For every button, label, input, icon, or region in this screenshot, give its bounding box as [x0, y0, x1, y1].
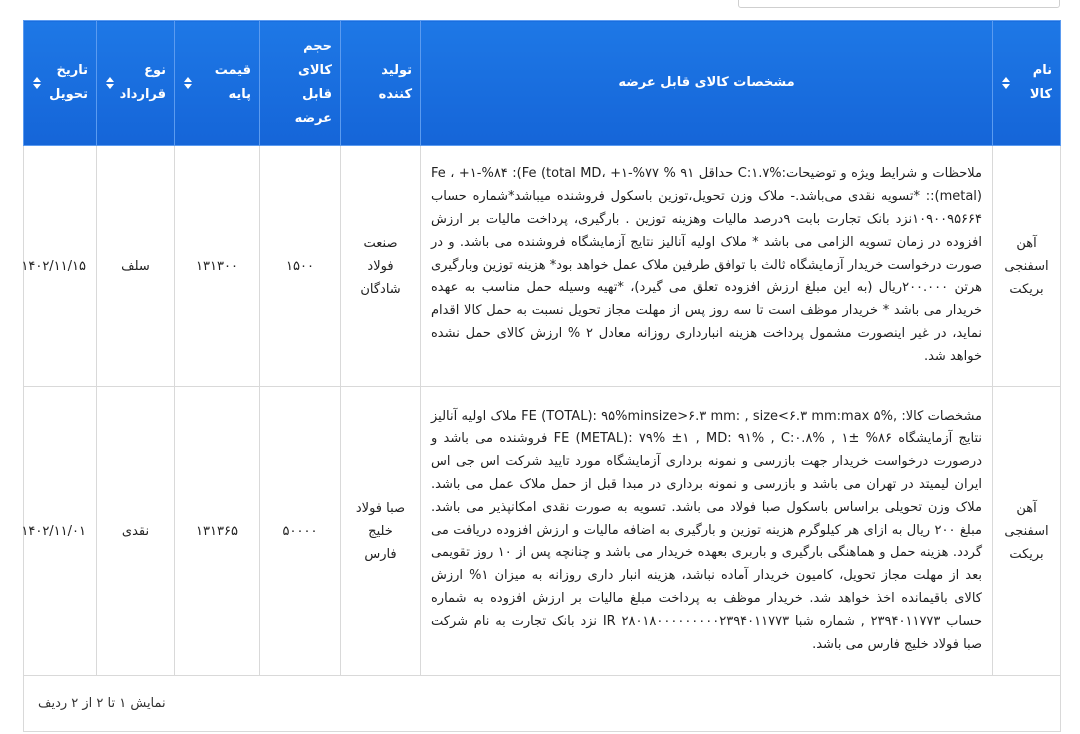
cell-producer: صبا فولاد خلیج فارس: [341, 387, 421, 676]
table-header-row: [24, 21, 1061, 146]
sort-icon[interactable]: [183, 77, 193, 89]
cell-delivery-date: ۱۴۰۲/۱۱/۱۵: [24, 146, 97, 387]
header-label: تاریخ تحویل: [49, 63, 88, 102]
cell-specifications: ملاحظات و شرایط ویژه و توضیحات:C:۱.۷% حداقل ۹۱ % Fe ، +۱-%۸۴ :(Fe (total MD، +۱-%۷۷ :(metal): *تسویه نقدی می‌باشد.- ملاک وزن تحویل،توزین باسکول فروشنده میباشد*شماره حساب ۱۰۹۰۰۹۵۶۶۴نزد بانک تجارت بابت ۹درصد مالیات وهزینه توزین . بارگیری، پرداخت مالیات بر ارزش افزوده در زمان تسویه الزامی می باشد * ملاک اولیه آنالیز نتایج آزمایشگاه فروشنده می باشد. و در صورت درخواست خریدار آزمایشگاه ثالث با توافق طرفین ملاک عمل خواهد بود* هزینه توزین وبارگیری هرتن ۲۰۰.۰۰۰ریال (به این مبلغ ارزش افزوده تعلق می گیرد)، *تهیه وسیله حمل مناسب به عهده خریدار می باشد * خریدار موظف است تا سه روز پس از مهلت مجاز تحویل نسبت به حمل کالا اقدام نماید، در غیر اینصورت مشمول پرداخت هزینه انبارداری روزانه معادل ۲ % ارزش کالای حمل نشده خواهد شد.: [421, 146, 993, 387]
table-footer-row: [24, 676, 1061, 732]
header-contract-type[interactable]: [97, 21, 175, 146]
header-label: تولید کننده: [378, 63, 412, 102]
cell-contract-type: نقدی: [97, 387, 175, 676]
table-footer: [24, 676, 1061, 732]
cell-volume: ۱۵۰۰: [260, 146, 341, 387]
cell-base-price: ۱۳۱۳۰۰: [175, 146, 260, 387]
header-producer: [341, 21, 421, 146]
cell-producer: صنعت فولاد شادگان: [341, 146, 421, 387]
table-row: [24, 146, 1061, 387]
header-volume: [260, 21, 341, 146]
sort-icon[interactable]: [1001, 77, 1011, 89]
search-input[interactable]: [738, 0, 1060, 8]
row-count-summary: نمایش ۱ تا ۲ از ۲ ردیف: [38, 696, 166, 711]
table-row: [24, 387, 1061, 676]
header-specifications: [421, 21, 993, 146]
sort-icon[interactable]: [32, 77, 42, 89]
sort-icon[interactable]: [105, 77, 115, 89]
cell-base-price: ۱۳۱۳۶۵: [175, 387, 260, 676]
cell-commodity-name: آهن اسفنجی بریکت: [993, 387, 1061, 676]
header-label: نوع قرارداد: [119, 63, 166, 102]
header-label: حجم کالای قابل عرضه: [294, 39, 332, 126]
header-label: نام کالا: [1029, 63, 1052, 102]
cell-commodity-name: آهن اسفنجی بریکت: [993, 146, 1061, 387]
cell-contract-type: سلف: [97, 146, 175, 387]
cell-specifications: مشخصات کالا: ,FE (TOTAL): ۹۵%min‪size>۶.۳ mm:‬ , ‪size<۶.۳ mm:max‬ ۵% ملاک اولیه آنالیز نتایج آزمایشگاه ۸۶% ±۱ , FE (METAL): ۷۹% ±۱ , MD: ۹۱% , C:۰.۸% فروشنده می باشد و درصورت درخواست خریدار جهت بازرسی و نمونه برداری آزمایشگاه مورد تایید شرکت اس جی اس ایران لیمیتد در تهران می باشد و بازرسی و نمونه برداری در مبدا قبل از حمل ملاک عمل می باشد. ملاک وزن تحویلی براساس باسکول صبا فولاد می باشد. تسویه به صورت نقدی امکانپذیر می باشد. مبلغ ۲۰۰ ریال به ازای هر کیلوگرم هزینه توزین و بارگیری به اضافه مالیات و ارزش افزوده دریافت می گردد. هزینه حمل و هماهنگی بارگیری و باربری بعهده خریدار می باشد و چنانچه پس از ۱۰ روز تقویمی بعد از مهلت مجاز تحویل، کامیون خریدار آماده نباشد، هزینه انبار داری روزانه به میزان ۱% ارزش کالای باقیمانده اخذ خواهد شد. خریدار موظف به پرداخت مبلغ مالیات بر ارزش افزوده به شماره حساب ۲۳۹۴۰۱۱۷۷۳ , شماره شبا IR ۲۸۰۱۸۰۰۰۰۰۰۰۰۰۲۳۹۴۰۱۱۷۷۳ نزد بانک تجارت به نام شرکت صبا فولاد خلیج فارس می باشد.: [421, 387, 993, 676]
header-label: قیمت پایه: [214, 63, 251, 102]
commodity-table: [23, 20, 1061, 732]
cell-delivery-date: ۱۴۰۲/۱۱/۰۱: [24, 387, 97, 676]
header-delivery-date[interactable]: [24, 21, 97, 146]
header-base-price[interactable]: [175, 21, 260, 146]
header-label: مشخصات کالای قابل عرضه: [618, 75, 795, 90]
header-commodity-name[interactable]: [993, 21, 1061, 146]
cell-volume: ۵۰۰۰۰: [260, 387, 341, 676]
